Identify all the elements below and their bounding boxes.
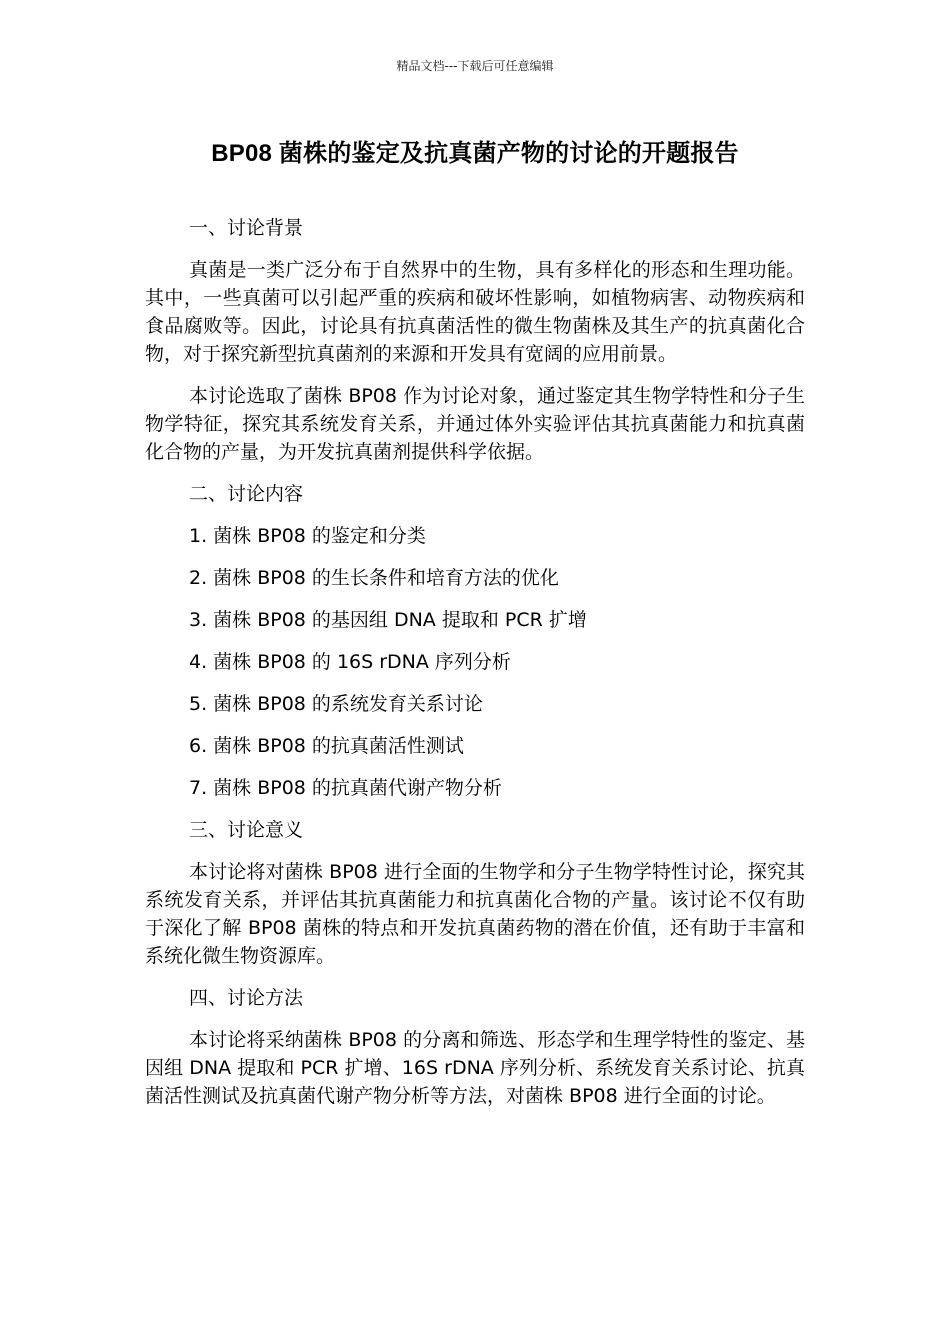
section-heading-content: 二、讨论内容 bbox=[189, 483, 304, 505]
section-heading-methods: 四、讨论方法 bbox=[189, 987, 304, 1009]
section-heading-background: 一、讨论背景 bbox=[189, 217, 304, 239]
page-header-note: 精品文档---下载后可任意编辑 bbox=[396, 59, 554, 73]
paragraph: 本讨论将对菌株 BP08 进行全面的生物学和分子生物学特性讨论，探究其系统发育关系，并评估其抗真菌能力和抗真菌化合物的产量。该讨论不仅有助于深化了解 BP08 菌株的特点和开发抗真菌药物的潜在价值，还有助于丰富和系统化微生物资源库。 bbox=[145, 861, 805, 967]
paragraph: 本讨论选取了菌株 BP08 作为讨论对象，通过鉴定其生物学特性和分子生物学特征，探究其系统发育关系，并通过体外实验评估其抗真菌能力和抗真菌化合物的产量，为开发抗真菌剂提供科学依据。 bbox=[145, 385, 805, 463]
list-item: 3. 菌株 BP08 的基因组 DNA 提取和 PCR 扩增 bbox=[189, 609, 587, 631]
list-item: 4. 菌株 BP08 的 16S rDNA 序列分析 bbox=[189, 651, 511, 673]
list-item: 6. 菌株 BP08 的抗真菌活性测试 bbox=[189, 735, 464, 757]
list-item: 2. 菌株 BP08 的生长条件和培育方法的优化 bbox=[189, 567, 559, 589]
paragraph: 本讨论将采纳菌株 BP08 的分离和筛选、形态学和生理学特性的鉴定、基因组 DNA 提取和 PCR 扩增、16S rDNA 序列分析、系统发育关系讨论、抗真菌活性测试及抗真菌代谢产物分析等方法，对菌株 BP08 进行全面的讨论。 bbox=[145, 1029, 805, 1107]
paragraph: 真菌是一类广泛分布于自然界中的生物，具有多样化的形态和生理功能。其中，一些真菌可以引起严重的疾病和破坏性影响，如植物病害、动物疾病和食品腐败等。因此，讨论具有抗真菌活性的微生物菌株及其生产的抗真菌化合物，对于探究新型抗真菌剂的来源和开发具有宽阔的应用前景。 bbox=[145, 259, 805, 365]
document-title: BP08 菌株的鉴定及抗真菌产物的讨论的开题报告 bbox=[211, 140, 739, 167]
list-item: 7. 菌株 BP08 的抗真菌代谢产物分析 bbox=[189, 777, 502, 799]
list-item: 1. 菌株 BP08 的鉴定和分类 bbox=[189, 525, 426, 547]
section-heading-significance: 三、讨论意义 bbox=[189, 819, 304, 841]
list-item: 5. 菌株 BP08 的系统发育关系讨论 bbox=[189, 693, 483, 715]
document-body bbox=[145, 214, 805, 1124]
